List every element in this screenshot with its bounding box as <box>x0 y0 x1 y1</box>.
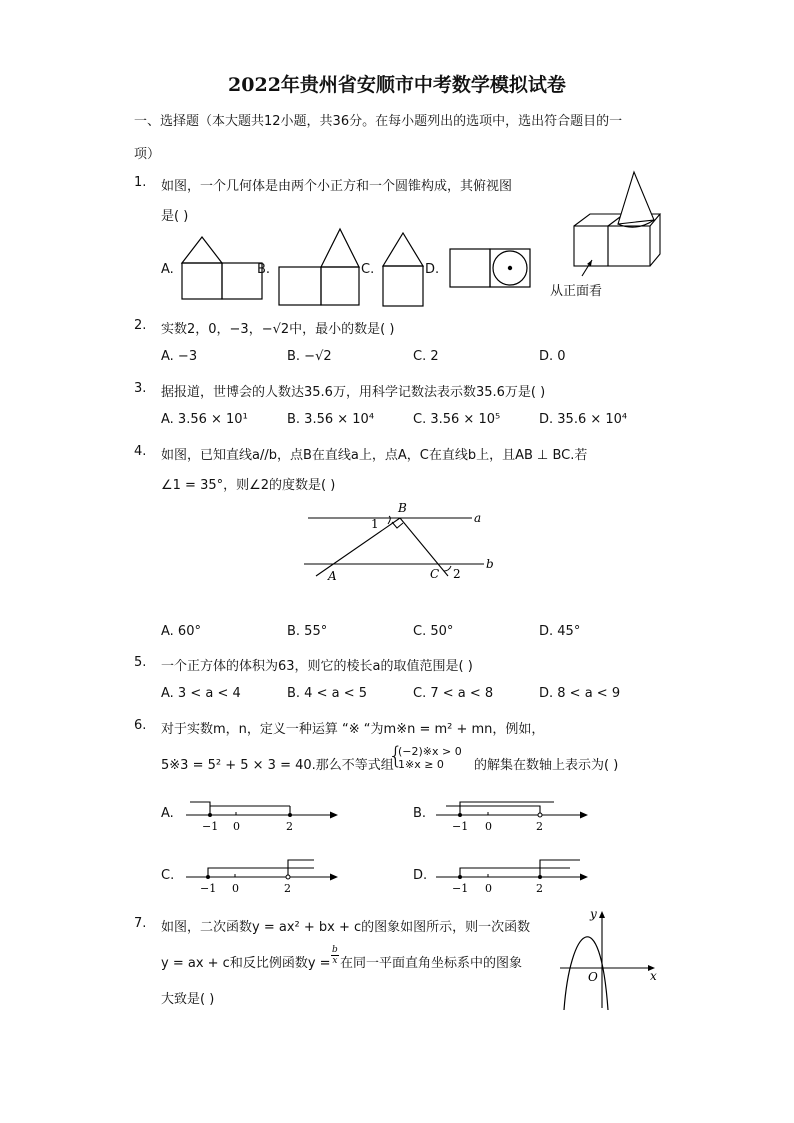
q7-text-line2a: y = ax + c和反比例函数y = <box>161 956 331 971</box>
q6b-tick-2: 2 <box>536 820 543 833</box>
q5-text: 一个正方体的体积为63，则它的棱长a的取值范围是( ) <box>161 659 473 674</box>
q1-text-line2: 是( ) <box>161 209 189 224</box>
q4-number: 4. <box>134 444 147 459</box>
q4-parallel-lines-figure <box>300 498 500 588</box>
q1-view-label: 从正面看 <box>550 284 603 299</box>
q5-number: 5. <box>134 655 147 670</box>
q1-option-c-figure[interactable] <box>383 232 423 308</box>
q3-option-a[interactable]: A. 3.56 × 10¹ <box>161 412 248 427</box>
q6-option-a-label[interactable]: A. <box>161 806 174 821</box>
q4-text-line1: 如图，已知直线a//b，点B在直线a上，点A，C在直线b上，且AB ⊥ BC.若 <box>161 448 588 463</box>
q6-system-line1: (−2)※x > 0 <box>398 745 462 758</box>
q3-option-d[interactable]: D. 35.6 × 10⁴ <box>539 412 628 427</box>
q6-option-c-numberline[interactable] <box>180 858 340 896</box>
q5-option-b[interactable]: B. 4 < a < 5 <box>287 686 368 701</box>
q3-text: 据报道，世博会的人数达35.6万，用科学记数法表示数35.6万是( ) <box>161 385 546 400</box>
section-heading-line1: 一、选择题（本大题共12小题，共36分。在每小题列出的选项中，选出符合题目的一 <box>134 114 623 129</box>
q4-option-b[interactable]: B. 55° <box>287 624 328 639</box>
q6d-tick-0: 0 <box>485 882 492 895</box>
q7-frac-numerator: b <box>332 945 338 955</box>
q7-text-line1: 如图，二次函数y = ax² + bx + c的图象如图所示，则一次函数 <box>161 920 531 935</box>
q1-option-c-label[interactable]: C. <box>361 262 375 277</box>
q3-option-b[interactable]: B. 3.56 × 10⁴ <box>287 412 375 427</box>
q4-text-line2: ∠1 = 35°，则∠2的度数是( ) <box>161 478 336 493</box>
q1-option-b-figure[interactable] <box>279 228 359 308</box>
q2-text: 实数2，0，−3，−√2中，最小的数是( ) <box>161 322 395 337</box>
q6b-tick-0: 0 <box>485 820 492 833</box>
q2-option-c[interactable]: C. 2 <box>413 349 439 364</box>
q1-option-b-label[interactable]: B. <box>257 262 271 277</box>
q5-option-c[interactable]: C. 7 < a < 8 <box>413 686 494 701</box>
q3-number: 3. <box>134 381 147 396</box>
q5-option-d[interactable]: D. 8 < a < 9 <box>539 686 621 701</box>
q6d-tick-neg1: −1 <box>452 882 469 895</box>
q6-option-a-numberline[interactable] <box>180 798 340 836</box>
q7-text-line2b: 在同一平面直角坐标系中的图象 <box>340 956 523 971</box>
q6-option-b-label[interactable]: B. <box>413 806 427 821</box>
q6-option-c-label[interactable]: C. <box>161 868 175 883</box>
q6-brace: { <box>388 742 404 770</box>
q6-system <box>398 745 462 771</box>
q4-label-angle2: 2 <box>453 567 461 581</box>
q7-parabola-graph <box>552 908 664 1014</box>
q4-label-line-a: a <box>474 511 482 525</box>
q1-number: 1. <box>134 175 147 190</box>
q7-number: 7. <box>134 916 147 931</box>
q4-option-a[interactable]: A. 60° <box>161 624 201 639</box>
q6-option-d-label[interactable]: D. <box>413 868 428 883</box>
q4-label-b: B <box>398 501 407 515</box>
q4-label-a: A <box>328 569 337 583</box>
q1-option-d-figure[interactable] <box>450 249 530 289</box>
q6-text-line2a: 5※3 = 5² + 5 × 3 = 40.那么不等式组 <box>161 758 394 773</box>
q6a-tick-0: 0 <box>233 820 240 833</box>
q7-fraction <box>331 945 339 966</box>
q7-label-x: x <box>650 969 657 983</box>
q6b-tick-neg1: −1 <box>452 820 469 833</box>
q4-label-c: C <box>430 567 440 581</box>
q6-number: 6. <box>134 718 147 733</box>
q3-option-c[interactable]: C. 3.56 × 10⁵ <box>413 412 501 427</box>
q6a-tick-neg1: −1 <box>202 820 219 833</box>
q1-text-line1: 如图，一个几何体是由两个小正方和一个圆锥构成，其俯视图 <box>161 179 513 194</box>
q4-label-line-b: b <box>486 557 494 571</box>
q6-text-line2b: 的解集在数轴上表示为( ) <box>474 758 619 773</box>
page-title: 2022年贵州省安顺市中考数学模拟试卷 <box>228 74 566 96</box>
q2-option-d[interactable]: D. 0 <box>539 349 566 364</box>
q6d-tick-2: 2 <box>536 882 543 895</box>
q6a-tick-2: 2 <box>286 820 293 833</box>
q6-option-d-numberline[interactable] <box>430 858 590 896</box>
q4-option-c[interactable]: C. 50° <box>413 624 454 639</box>
q4-label-angle1: 1 <box>371 517 379 531</box>
q6c-tick-neg1: −1 <box>200 882 217 895</box>
q2-option-b[interactable]: B. −√2 <box>287 349 332 364</box>
q1-option-d-label[interactable]: D. <box>425 262 440 277</box>
q6-text-line1: 对于实数m，n，定义一种运算 “※ “为m※n = m² + mn，例如， <box>161 722 545 737</box>
section-heading-line2: 项） <box>134 147 161 162</box>
q2-number: 2. <box>134 318 147 333</box>
q7-label-origin: O <box>588 970 598 984</box>
q6-option-b-numberline[interactable] <box>430 798 590 836</box>
q1-option-a-figure[interactable] <box>182 236 262 302</box>
q7-label-y: y <box>590 907 597 921</box>
q7-text-line3: 大致是( ) <box>161 992 215 1007</box>
q1-solid-figure <box>560 170 670 290</box>
q2-option-a[interactable]: A. −3 <box>161 349 198 364</box>
q5-option-a[interactable]: A. 3 < a < 4 <box>161 686 241 701</box>
q6c-tick-0: 0 <box>232 882 239 895</box>
q4-option-d[interactable]: D. 45° <box>539 624 581 639</box>
q7-frac-denominator: x <box>332 956 338 966</box>
q6c-tick-2: 2 <box>284 882 291 895</box>
q1-option-a-label[interactable]: A. <box>161 262 174 277</box>
q6-system-line2: 1※x ≥ 0 <box>398 758 444 771</box>
